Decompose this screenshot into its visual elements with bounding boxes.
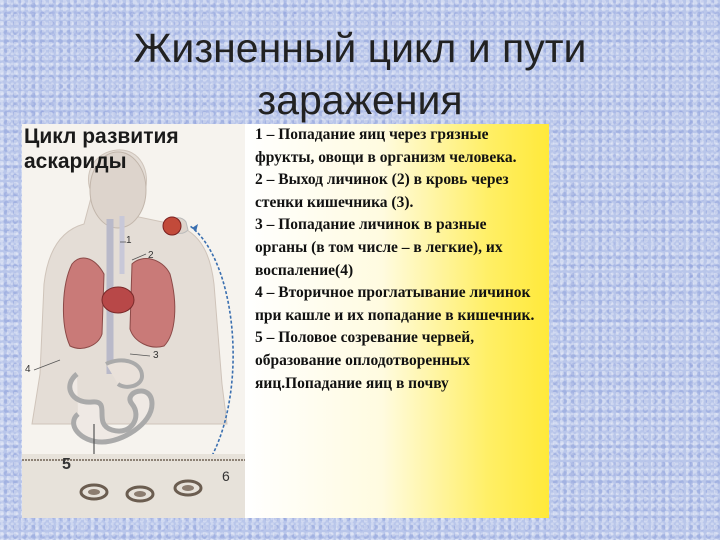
egg-inner-1 (88, 489, 100, 495)
label-6: 6 (222, 468, 230, 484)
label-3: 3 (153, 350, 159, 361)
figure-caption-line-2: аскариды (24, 150, 127, 173)
right-lung (130, 259, 175, 347)
slide-title-line-1: Жизненный цикл и пути (133, 25, 587, 71)
label-2: 2 (148, 250, 154, 261)
label-4: 4 (25, 364, 31, 375)
slide-title-line-2: заражения (257, 77, 463, 123)
figure-caption-line-1: Цикл развития (24, 125, 179, 148)
stages-panel (245, 124, 549, 518)
stage-2: 2 – Выход личинок (2) в кровь через стенки кишечника (3). (255, 171, 509, 211)
egg-inner-3 (182, 485, 194, 491)
stage-3: 3 – Попадание личинок в разные органы (в том числе – в легкие), их воспаление(4) (255, 216, 503, 279)
slide-title (0, 22, 720, 126)
label-5: 5 (62, 456, 71, 473)
infection-arrowhead (192, 224, 198, 232)
stage-1: 1 – Попадание яиц через грязные фрукты, овощи в организм человека. (255, 126, 517, 166)
fruit (163, 217, 181, 235)
label-1: 1 (126, 235, 132, 246)
egg-inner-2 (134, 491, 146, 497)
lifecycle-illustration (22, 124, 245, 518)
stage-4: 4 – Вторичное проглатывание личинок при кашле и их попадание в кишечник. (255, 284, 535, 324)
left-lung (63, 258, 104, 348)
anatomy-drawing (22, 124, 245, 518)
stage-5: 5 – Половое созревание червей, образование оплодотворенных яиц.Попадание яиц в почву (255, 329, 475, 392)
heart (102, 287, 134, 313)
figure-caption (24, 124, 179, 174)
soil (22, 454, 245, 518)
